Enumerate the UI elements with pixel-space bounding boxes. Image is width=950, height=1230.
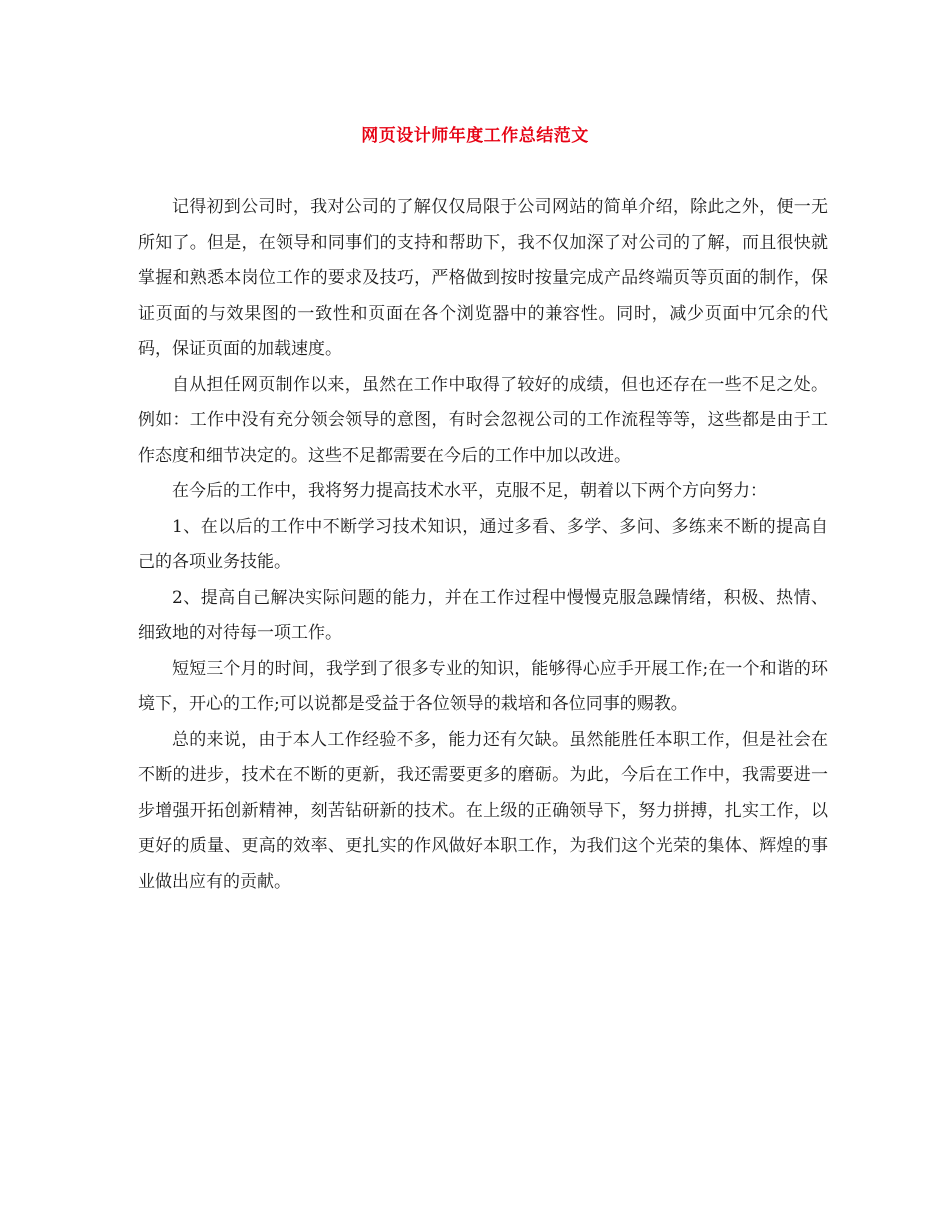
paragraph-conclusion: 总的来说，由于本人工作经验不多，能力还有欠缺。虽然能胜任本职工作，但是社会在不断的进步，技术在不断的更新，我还需要更多的磨砺。为此，今后在工作中，我需要进一步增强开拓创新精神，刻苦钻研新的技术。在上级的正确领导下，努力拼搏，扎实工作，以更好的质量、更高的效率、更扎实的作风做好本职工作，为我们这个光荣的集体、辉煌的事业做出应有的贡献。: [138, 729, 828, 892]
paragraph-plan-item-2: 2、提高自己解决实际问题的能力，并在工作过程中慢慢克服急躁情绪，积极、热情、细致地的对待每一项工作。: [138, 587, 828, 643]
paragraph-shortcomings: 自从担任网页制作以来，虽然在工作中取得了较好的成绩，但也还存在一些不足之处。例如：工作中没有充分领会领导的意图，有时会忽视公司的工作流程等等，这些都是由于工作态度和细节决定的。这些不足都需要在今后的工作中加以改进。: [138, 374, 828, 466]
paragraph-gratitude: 短短三个月的时间，我学到了很多专业的知识，能够得心应手开展工作;在一个和谐的环境下，开心的工作;可以说都是受益于各位领导的栽培和各位同事的赐教。: [138, 658, 828, 714]
paragraph-future-plan: 在今后的工作中，我将努力提高技术水平，克服不足，朝着以下两个方向努力：: [172, 481, 767, 501]
paragraph-intro: 记得初到公司时，我对公司的了解仅仅局限于公司网站的简单介绍，除此之外，便一无所知了。但是，在领导和同事们的支持和帮助下，我不仅加深了对公司的了解，而且很快就掌握和熟悉本岗位工作的要求及技巧，严格做到按时按量完成产品终端页等页面的制作，保证页面的与效果图的一致性和页面在各个浏览器中的兼容性。同时，减少页面中冗余的代码，保证页面的加载速度。: [138, 197, 828, 359]
document-body: [138, 190, 828, 900]
document-title: 网页设计师年度工作总结范文: [361, 126, 589, 146]
paragraph-plan-item-1: 1、在以后的工作中不断学习技术知识，通过多看、多学、多问、多练来不断的提高自己的各项业务技能。: [138, 516, 828, 572]
